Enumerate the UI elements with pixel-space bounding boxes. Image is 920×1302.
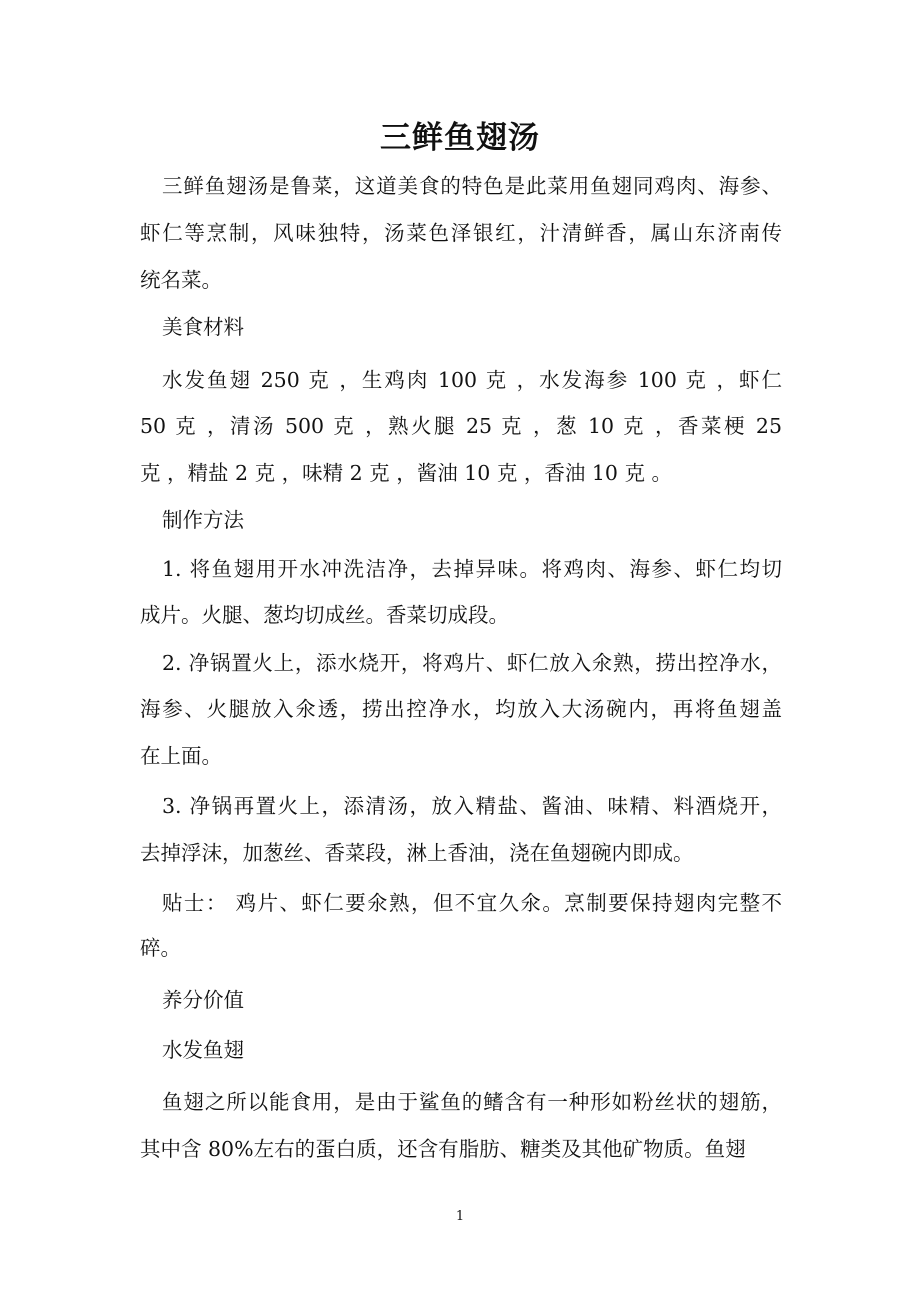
- paragraph-line: 克 ，精盐 2 克 ，味精 2 克 ，酱油 10 克 ，香油 10 克 。: [140, 461, 672, 485]
- paragraph-line: 50 克 ，清汤 500 克 ，熟火腿 25 克 ，葱 10 克 ，香菜梗 25: [140, 414, 782, 438]
- paragraph-line: 三鲜鱼翅汤是鲁菜，这道美食的特色是此菜用鱼翅同鸡肉、海参、: [162, 174, 782, 198]
- paragraph-line: 水发鱼翅 250 克 ，生鸡肉 100 克 ，水发海参 100 克 ，虾仁: [162, 368, 782, 392]
- paragraph-line: 养分价值: [162, 988, 244, 1012]
- paragraph-line: 贴士： 鸡片、虾仁要氽熟，但不宜久氽。烹制要保持翅肉完整不: [162, 891, 782, 915]
- paragraph-line: 鱼翅之所以能食用，是由于鲨鱼的鳍含有一种形如粉丝状的翅筋，: [162, 1090, 782, 1114]
- paragraph-line: 3. 净锅再置火上，添清汤，放入精盐、酱油、味精、料酒烧开，: [162, 794, 782, 818]
- paragraph-line: 统名菜。: [140, 268, 222, 292]
- paragraph-line: 其中含 80%左右的蛋白质，还含有脂肪、糖类及其他矿物质。鱼翅: [140, 1137, 746, 1161]
- paragraph-line: 制作方法: [162, 508, 244, 532]
- paragraph-line: 虾仁等烹制，风味独特，汤菜色泽银红，汁清鲜香，属山东济南传: [140, 221, 782, 245]
- paragraph-line: 碎。: [140, 936, 181, 960]
- paragraph-line: 2. 净锅置火上，添水烧开，将鸡片、虾仁放入氽熟，捞出控净水，: [162, 651, 782, 675]
- paragraph-line: 水发鱼翅: [162, 1038, 244, 1062]
- paragraph-line: 海参、火腿放入氽透，捞出控净水，均放入大汤碗内，再将鱼翅盖: [140, 697, 782, 721]
- document-title: 三鲜鱼翅汤: [380, 120, 540, 156]
- paragraph-line: 美食材料: [162, 315, 244, 339]
- page-number: 1: [455, 1209, 465, 1224]
- paragraph-line: 去掉浮沫，加葱丝、香菜段，淋上香油，浇在鱼翅碗内即成。: [140, 841, 694, 865]
- paragraph-line: 成片。火腿、葱均切成丝。香菜切成段。: [140, 603, 509, 627]
- paragraph-line: 1. 将鱼翅用开水冲洗洁净，去掉异味。将鸡肉、海参、虾仁均切: [162, 557, 782, 581]
- paragraph-line: 在上面。: [140, 744, 222, 768]
